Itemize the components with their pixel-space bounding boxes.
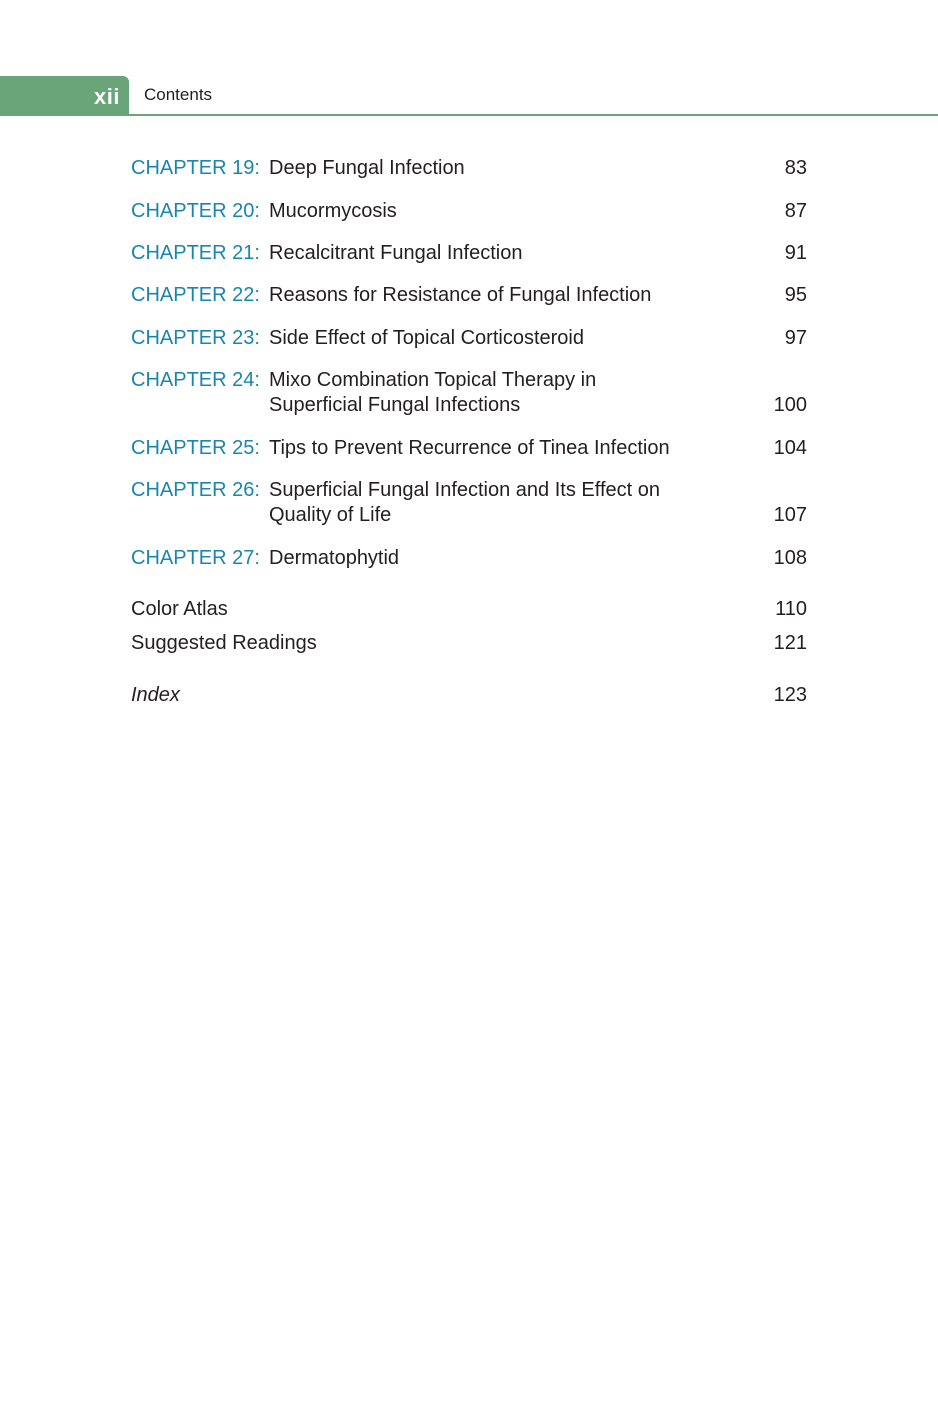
chapter-page-number: 104	[773, 437, 807, 459]
chapter-page-number: 95	[784, 284, 807, 306]
chapter-title	[269, 156, 729, 181]
chapter-title	[269, 478, 729, 528]
chapter-title	[269, 546, 729, 571]
section-title: Contents	[144, 85, 213, 104]
chapter-title	[269, 436, 729, 461]
chapter-title-line: Dermatophytid	[269, 547, 400, 569]
entry-page-number: 110	[775, 598, 807, 620]
chapter-label: CHAPTER 25:	[131, 437, 260, 459]
entry-page-number: 123	[773, 684, 807, 706]
chapter-title-line: Recalcitrant Fungal Infection	[269, 242, 523, 264]
entry-title: Index	[131, 684, 180, 706]
chapter-title-line: Quality of Life	[269, 504, 392, 526]
entry-page-number: 121	[773, 632, 807, 654]
header-divider	[0, 114, 938, 116]
chapter-label: CHAPTER 24:	[131, 369, 260, 391]
page-number-tab	[0, 76, 129, 115]
page-number: xii	[94, 84, 120, 109]
chapter-title-line: Side Effect of Topical Corticosteroid	[269, 327, 584, 349]
chapter-title	[269, 199, 729, 224]
chapter-label: CHAPTER 20:	[131, 200, 260, 222]
chapter-page-number: 100	[773, 394, 807, 416]
chapter-label: CHAPTER 19:	[131, 157, 260, 179]
entry-title: Suggested Readings	[131, 632, 317, 654]
chapter-page-number: 97	[784, 327, 807, 349]
chapter-title	[269, 368, 729, 418]
chapter-title	[269, 326, 729, 351]
chapter-page-number: 107	[773, 504, 807, 526]
chapter-title-line: Reasons for Resistance of Fungal Infection	[269, 284, 652, 306]
chapter-label: CHAPTER 22:	[131, 284, 260, 306]
entry-title: Color Atlas	[131, 598, 228, 620]
chapter-title-line: Mixo Combination Topical Therapy in	[269, 369, 597, 391]
chapter-page-number: 83	[784, 157, 807, 179]
chapter-page-number: 91	[784, 242, 807, 264]
chapter-title-line: Mucormycosis	[269, 200, 397, 222]
chapter-title-line: Superficial Fungal Infections	[269, 394, 521, 416]
chapter-label: CHAPTER 26:	[131, 479, 260, 501]
chapter-label: CHAPTER 23:	[131, 327, 260, 349]
chapter-title-line: Superficial Fungal Infection and Its Effect on	[269, 479, 660, 501]
chapter-label: CHAPTER 27:	[131, 547, 260, 569]
chapter-page-number: 87	[784, 200, 807, 222]
running-header	[0, 76, 938, 116]
chapter-label: CHAPTER 21:	[131, 242, 260, 264]
chapter-title	[269, 241, 729, 266]
chapter-title	[269, 283, 729, 308]
chapter-title-line: Deep Fungal Infection	[269, 157, 465, 179]
chapter-title-line: Tips to Prevent Recurrence of Tinea Infection	[269, 437, 670, 459]
chapter-page-number: 108	[773, 547, 807, 569]
